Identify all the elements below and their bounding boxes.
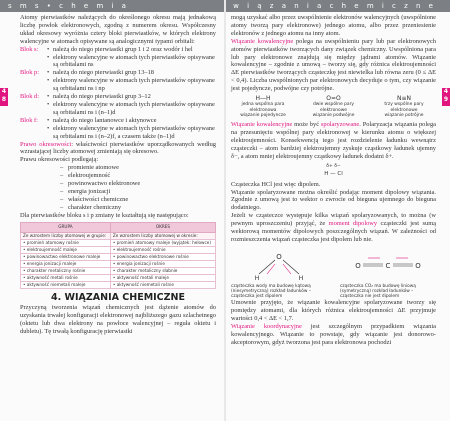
- bond-caption: wiązanie podwójne: [312, 112, 355, 118]
- table-row: [21, 260, 216, 267]
- block-label: Blok p:: [20, 69, 39, 77]
- table-header: OKRES: [110, 222, 215, 232]
- bond-formula: H—H: [255, 95, 271, 103]
- bond-caption: elektronowa: [249, 107, 277, 113]
- term-highlight: moment dipolowy: [328, 220, 378, 228]
- partial-charges: δ+ δ−: [326, 163, 341, 169]
- term-highlight: spolaryzowane: [320, 121, 360, 129]
- table-header: GRUPA: [21, 222, 111, 232]
- bond-caption: wiązanie pojedyncze: [240, 112, 286, 118]
- blocks-list: [20, 46, 216, 141]
- paragraph: mogą uzyskać albo przez uwspólnienie elektronów walencyjnych (uwspólnione atomy tworzą pary elektronowe) jednego atomu, albo przez przeniesienie elektronów z jednego atomu na inny atom.: [231, 14, 436, 37]
- table-cell: • powinowactwo elektronowe maleje: [21, 253, 111, 260]
- left-section-tab: [0, 88, 8, 106]
- table-cell: • promień atomowy maleje (wyjątek: helowce): [110, 239, 215, 246]
- table-cell: • charakter metaliczny słabnie: [110, 267, 215, 274]
- table-cell: • aktywność niemetali rośnie: [110, 281, 215, 288]
- section-paragraph: Przyczyną tworzenia wiązań chemicznych jest dążenie atomów do uzyskania trwałej konfiguracji elektronowej najbliższego gazu szlachetnego (oktetu lub dwa elektrony na powłoce walencyjnej – reguła oktetu i dubletu). Tę trwałą konfigurację pierwiastki: [20, 304, 216, 336]
- props-intro: Prawu okresowości podlegają:: [20, 156, 99, 164]
- table-row: [21, 274, 216, 281]
- list-item: – energia jonizacji: [68, 188, 216, 196]
- table-row: [21, 281, 216, 288]
- block-s: [20, 46, 216, 70]
- properties-list: [20, 164, 216, 211]
- paragraph-text: : właściwości pierwiastków uporządkowanych według wzrastającej liczby atomowej zmieniają się okresowo.: [20, 140, 216, 156]
- tab-number: 9: [443, 96, 449, 103]
- left-running-header: s m s • c h e m i a: [0, 0, 224, 12]
- table-cell: • elektroujemność maleje: [21, 246, 111, 253]
- molecule-diagrams: [231, 248, 436, 282]
- block-f: [20, 117, 216, 141]
- bond-caption: trzy wspólne pary: [384, 102, 424, 108]
- page-gutter: [224, 0, 226, 421]
- table-cell: • aktywność metali maleje: [110, 274, 215, 281]
- list-item: • elektrony walencyjne w atomach tych pierwiastków opisywane są orbitalami ns i np: [53, 77, 216, 93]
- paragraph-text: jest szczególnym przypadkiem wiązania kowalencyjnego. Wiązanie to powstaje, gdy wiązanie jest donorowo-akceptorowym, gdyż tworzona jest para elektronowa pochodzi: [231, 323, 436, 346]
- periodic-law-paragraph: [20, 141, 216, 157]
- table-row: [21, 232, 216, 239]
- bond-caption: dwie wspólne pary: [312, 102, 355, 108]
- molecule-captions: [231, 284, 436, 300]
- tab-number: 4: [1, 88, 7, 95]
- list-item: • elektrony walencyjne w atomach tych pierwiastków opisywane są orbitalami ns i (n–1)d: [53, 101, 216, 117]
- table-cell: • energia jonizacji rośnie: [110, 260, 215, 267]
- block-label: Blok d:: [20, 93, 39, 101]
- paragraph-text: może być: [292, 121, 321, 129]
- list-item: • elektrony walencyjne w atomach tych pierwiastków opisywane są orbitalami ns i (n–2)f, a czasem także (n–1)d: [53, 125, 216, 141]
- svg-text:O: O: [355, 261, 361, 270]
- right-section-tab: [442, 88, 450, 106]
- block-d: [20, 93, 216, 117]
- table-cell: Ze wzrostem liczby atomowej w grupie:: [21, 232, 111, 239]
- table-row: [21, 246, 216, 253]
- list-item: – charakter chemiczny: [68, 204, 216, 212]
- paragraph: Umownie przyjęto, że wiązanie kowalencyjne spolaryzowane tworzy się pomiędzy atomami, dla których różnica elektroujemności ΔE przyjmuje wartości 0,4 < ΔE < 1,7.: [231, 299, 436, 323]
- hcl-formula: H — Cl: [324, 170, 343, 177]
- covalent-paragraph: [231, 38, 436, 93]
- paragraph-text: Jeżeli w cząsteczce występuje kilka wiązań spolaryzowanych, to można (w pewnym uproszczeniu) przyjąć, że: [231, 212, 436, 228]
- triple-bond-example: [372, 96, 436, 118]
- bond-caption: elektronowe: [390, 107, 418, 113]
- bond-formula: N≡N: [396, 95, 411, 103]
- list-item: • należą do niego pierwiastki grup 13–18: [53, 69, 216, 77]
- svg-text:O: O: [276, 252, 282, 261]
- table-cell: Ze wzrostem liczby atomowej w okresie:: [110, 232, 215, 239]
- double-bond-example: [302, 96, 366, 118]
- block-label: Blok s:: [20, 45, 39, 53]
- list-item: – właściwości chemiczne: [68, 196, 216, 204]
- paragraph: Wiązanie spolaryzowane można określić podając moment dipolowy wiązania. Zgodnie z umową jest to wektor o zwrocie od bieguna ujemnego do bieguna dodatniego.: [231, 188, 436, 212]
- coordinate-bond-paragraph: [231, 323, 436, 347]
- list-item: – powinowactwo elektronowe: [68, 180, 216, 188]
- polarization-paragraph: [231, 121, 436, 161]
- section-heading: 4. WIĄZANIA CHEMICZNE: [51, 291, 185, 303]
- table-cell: • aktywność metali rośnie: [21, 274, 111, 281]
- table-cell: • charakter metaliczny rośnie: [21, 267, 111, 274]
- table-cell: • energia jonizacji maleje: [21, 260, 111, 267]
- tab-number: 4: [443, 88, 449, 95]
- table-cell: • elektroujemność rośnie: [110, 246, 215, 253]
- list-item: • elektrony walencyjne w atomach tych pierwiastków opisywane są orbitalami ns: [53, 54, 216, 70]
- paragraph-text: . Polaryzacja wiązania polega na przesunięciu wspólnej pary elektronowej w kierunku atomu o większej elektroujemności. Konsekwencją tego jest rozdzielenie ładunku wewnątrz cząsteczki – atom bardziej elektroujemny zyskuje cząstkowy ładunek ujemny δ−, a atom mniej elektroujemny cząstkowy ładunek dodatni δ+.: [231, 121, 436, 160]
- list-item: – promienie atomowe: [68, 164, 216, 172]
- list-item: – elektroujemność: [68, 172, 216, 180]
- term-highlight: Prawo okresowości: [20, 140, 72, 148]
- svg-text:H: H: [298, 274, 304, 282]
- table-intro: Dla pierwiastków bloku s i p zmiany te kształtują się następująco:: [20, 211, 189, 219]
- trends-table: [20, 222, 216, 289]
- paragraph: Cząsteczka HCl jest więc dipolem.: [231, 180, 321, 188]
- left-page-column: [20, 14, 216, 336]
- paragraph-text: polega na uwspólnieniu pary lub par elektronowych atomów pierwiastków tworzących dany związek chemiczny. Uwspólniona para lub pary elektronowe znajdują się między jądrami atomów. Wiązanie kowalencyjne – zgodnie z umową – tworzy się, gdy różnica elektroujemności ΔE pierwiastków tworzących cząsteczkę jest niewielka lub równa zeru (0 ≤ ΔE < 0,4). Liczba uwspólnionych par elektronowych decyduje o tym, czy wiązanie jest pojedyncze, podwójne czy potrójne.: [231, 37, 436, 93]
- hcl-dipole-diagram: [231, 163, 436, 179]
- list-item: • należą do niego lantanowce i aktynowce: [53, 117, 216, 125]
- right-running-header: w i ą z a n i a c h e m i c z n e: [226, 0, 450, 12]
- table-row: [21, 253, 216, 260]
- list-item: • należą do niego pierwiastki grup 3–12: [53, 93, 216, 101]
- table-cell: • powinowactwo elektronowe rośnie: [110, 253, 215, 260]
- svg-text:C: C: [385, 261, 391, 270]
- co2-caption: cząsteczka CO₂ ma budowę liniową (symetryczną) rozkład ładunków – cząsteczka nie jest dipolem: [340, 283, 416, 300]
- block-p: [20, 69, 216, 93]
- bond-caption: jedna wspólna para: [241, 102, 285, 108]
- table-cell: • aktywność niemetali maleje: [21, 281, 111, 288]
- table-row: [21, 239, 216, 246]
- term-highlight: Wiązanie kowalencyjne: [231, 37, 294, 45]
- svg-text:H: H: [254, 274, 260, 282]
- block-label: Blok f:: [20, 116, 38, 124]
- dipole-moment-paragraph: [231, 212, 436, 244]
- paragraph-text: cząsteczki jest sumą wektorową momentów dipolowych poszczególnych wiązań. W zależności od rozmieszczenia wiązań cząsteczka jest dipolem lub nie.: [231, 220, 436, 243]
- bond-caption: wiązanie potrójne: [384, 112, 424, 118]
- water-caption: cząsteczka wody ma budowę kątową (niesymetryczną) rozkład ładunków – cząsteczka jest dipolem: [231, 283, 311, 300]
- table-cell: • promień atomowy rośnie: [21, 239, 111, 246]
- svg-text:O: O: [415, 261, 421, 270]
- bond-types: [231, 96, 436, 118]
- water-molecule-diagram: [231, 248, 327, 282]
- list-item: • należą do niego pierwiastki grup 1 i 2 oraz wodór i hel: [53, 46, 216, 54]
- bond-caption: elektronowe: [319, 107, 348, 113]
- right-page-column: [231, 14, 436, 347]
- table-row: [21, 267, 216, 274]
- co2-molecule-diagram: [340, 248, 436, 282]
- intro-paragraph: Atomy pierwiastków należących do określonego okresu mają jednakową liczbę powłok elektronowych, zgodną z numerem okresu. Współczesny układ okresowy wyróżnia cztery bloki pierwiastków, w których elektrony walencyjne w atomach opisywane są analogicznymi typami orbitali:: [20, 14, 216, 45]
- term-highlight: Wiązanie kowalencyjne: [231, 121, 293, 129]
- single-bond-example: [231, 96, 295, 118]
- term-highlight: Wiązanie koordynacyjne: [231, 323, 302, 331]
- bond-formula: O=O: [326, 95, 341, 103]
- tab-number: 8: [1, 96, 7, 103]
